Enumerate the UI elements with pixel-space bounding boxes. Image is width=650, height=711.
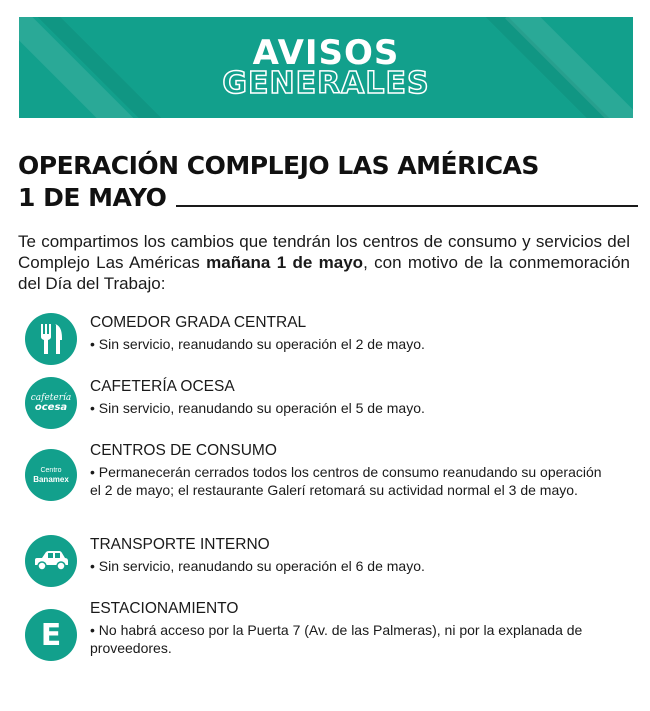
item-title: COMEDOR GRADA CENTRAL bbox=[90, 314, 307, 331]
title-line-2-row bbox=[18, 182, 638, 214]
fork-knife-icon bbox=[25, 313, 77, 365]
intro-text-after: , con motivo de la conmemoración del Día del Trabajo: bbox=[18, 253, 630, 293]
car-icon bbox=[25, 535, 77, 587]
item-text: • Sin servicio, reanudando su operación el 6 de mayo. bbox=[90, 558, 425, 574]
intro-text-before: Te compartimos los cambios que tendrán los centros de consumo y servicios del Complejo Las Américas bbox=[18, 232, 630, 272]
item-text: • Permanecerán cerrados todos los centros de consumo reanudando su operación el 2 de mayo; el restaurante Galerí retomará su actividad normal el 3 de mayo. bbox=[90, 464, 602, 498]
logo-text-bold: ocesa bbox=[34, 402, 68, 413]
item-text: • No habrá acceso por la Puerta 7 (Av. de las Palmeras), ni por la explanada de proveedores. bbox=[90, 622, 583, 656]
centro-banamex-logo bbox=[25, 449, 77, 501]
item-text: • Sin servicio, reanudando su operación el 5 de mayo. bbox=[90, 400, 425, 416]
item-title: CAFETERÍA OCESA bbox=[90, 378, 235, 395]
item-title: ESTACIONAMIENTO bbox=[90, 600, 239, 617]
banner-subtitle: GENERALES bbox=[222, 66, 430, 101]
intro-paragraph bbox=[18, 231, 630, 294]
title-line-2: 1 DE MAYO bbox=[18, 183, 167, 212]
page-title bbox=[18, 150, 638, 214]
item-text: • Sin servicio, reanudando su operación el 2 de mayo. bbox=[90, 336, 425, 352]
logo-text-bold: Banamex bbox=[33, 475, 69, 484]
title-rule bbox=[176, 205, 638, 207]
header-banner bbox=[19, 17, 633, 118]
title-line-1: OPERACIÓN COMPLEJO LAS AMÉRICAS bbox=[18, 151, 539, 180]
letter-e-text: E bbox=[40, 617, 62, 653]
cafeteria-ocesa-logo bbox=[25, 377, 77, 429]
item-title: CENTROS DE CONSUMO bbox=[90, 442, 277, 459]
letter-e-icon bbox=[25, 609, 77, 661]
logo-text: cafetería bbox=[30, 393, 72, 403]
banner-title: AVISOS bbox=[252, 33, 400, 73]
logo-text: Centro bbox=[40, 467, 62, 474]
item-title: TRANSPORTE INTERNO bbox=[90, 536, 270, 553]
intro-text-bold: mañana 1 de mayo bbox=[206, 253, 364, 272]
